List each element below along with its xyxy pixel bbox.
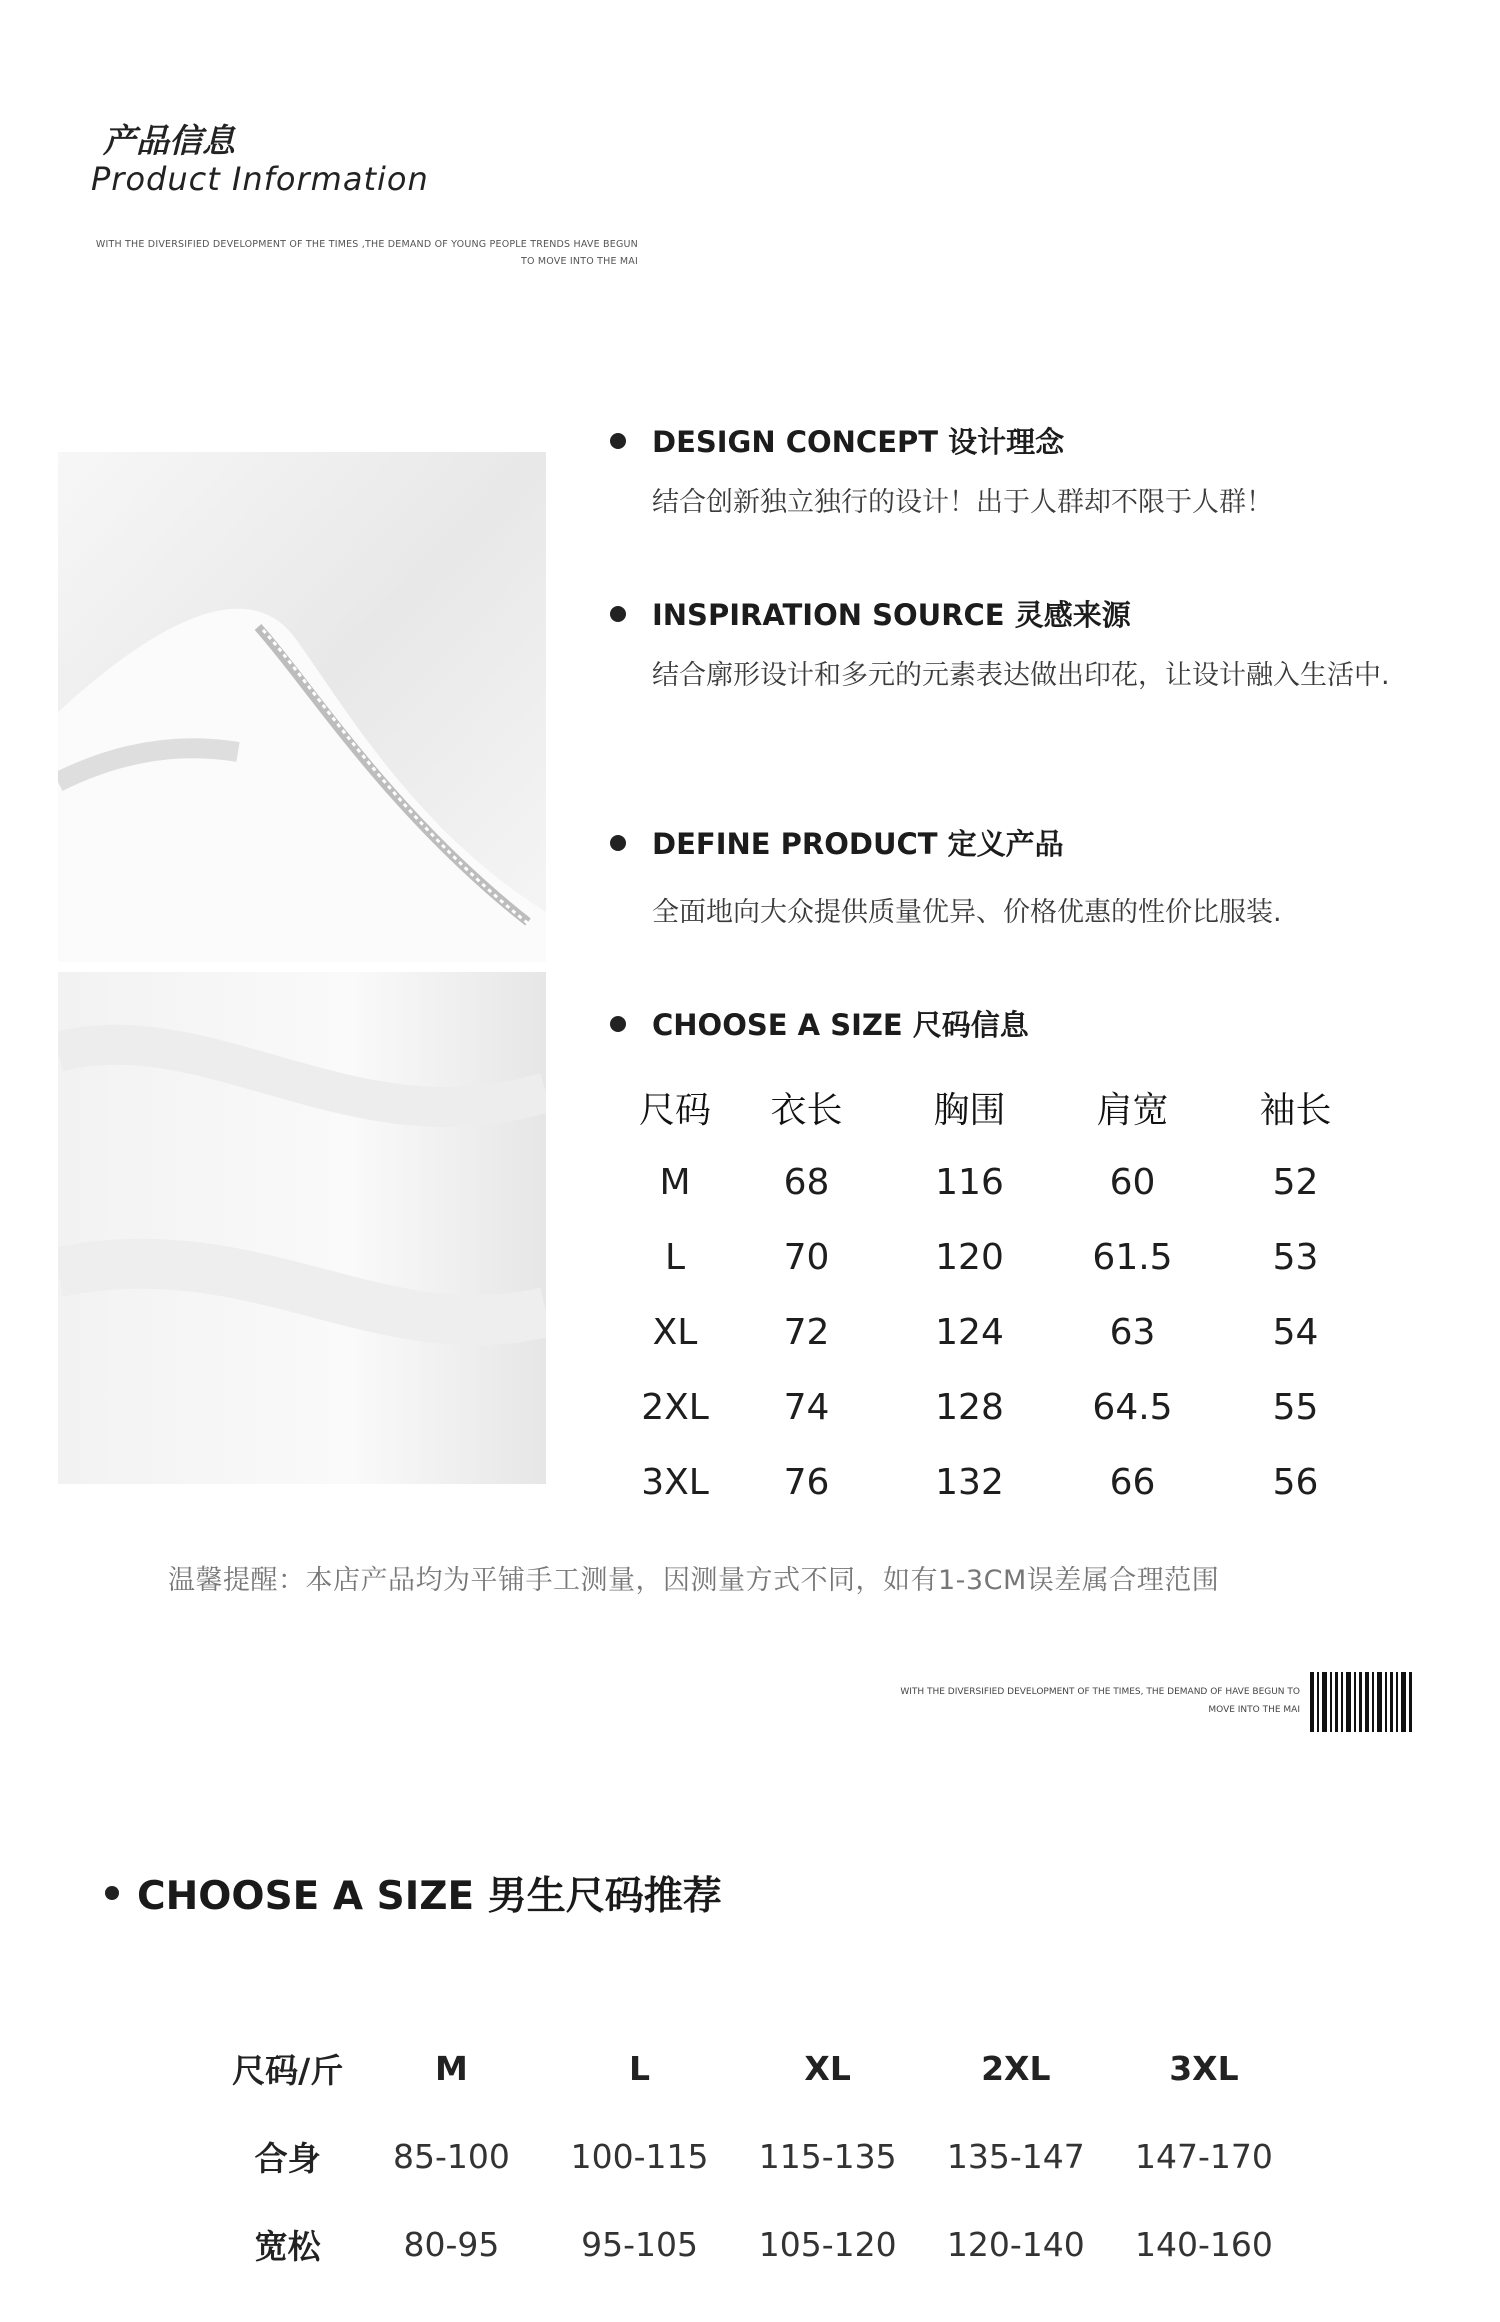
header-cell: 尺码 <box>638 1090 711 1131</box>
table-cell: 116 <box>935 1162 1004 1203</box>
table-cell: 135-147 <box>946 2136 1085 2176</box>
header-cell: 尺码/斤 <box>232 2050 344 2090</box>
table-row <box>625 1445 1385 1520</box>
table-cell: 68 <box>783 1162 830 1203</box>
barcode-icon <box>1310 1672 1415 1732</box>
table-cell: 120-140 <box>946 2224 1085 2264</box>
table-cell: 74 <box>783 1387 830 1428</box>
table-row <box>625 1295 1385 1370</box>
table-cell: 56 <box>1272 1462 1319 1503</box>
bullet-icon <box>610 835 626 851</box>
header-cell: 2XL <box>981 2048 1051 2088</box>
section-inspiration-title <box>610 593 1131 634</box>
table-cell: 2XL <box>641 1387 709 1428</box>
table-cell: 80-95 <box>403 2224 500 2264</box>
table-row <box>218 2112 1298 2200</box>
table-row <box>625 1370 1385 1445</box>
tagline: WITH THE DIVERSIFIED DEVELOPMENT OF THE TIMES ,THE DEMAND OF YOUNG PEOPLE TRENDS HAVE BEGUN TO MOVE INTO THE MAI <box>95 239 638 267</box>
size-table-header <box>625 1070 1385 1145</box>
table-cell: 105-120 <box>758 2224 897 2264</box>
bullet-icon <box>610 606 626 622</box>
title-chinese: 产品信息 <box>103 121 235 160</box>
header-cell: 3XL <box>1169 2048 1239 2088</box>
table-cell: 63 <box>1109 1312 1156 1353</box>
title-english: Product Information <box>91 160 429 198</box>
table-cell: 61.5 <box>1092 1237 1173 1278</box>
section-title: DESIGN CONCEPT 设计理念 <box>652 425 1065 459</box>
table-cell: 140-160 <box>1134 2224 1273 2264</box>
section-define-product-body: 全面地向大众提供质量优异、价格优惠的性价比服装. <box>652 897 1282 928</box>
section-title: CHOOSE A SIZE 尺码信息 <box>652 1008 1029 1042</box>
section-size-title <box>610 1003 1029 1044</box>
table-cell: XL <box>652 1312 698 1353</box>
table-cell: 55 <box>1272 1387 1319 1428</box>
table-cell: 95-105 <box>581 2224 698 2264</box>
header-cell: 衣长 <box>770 1090 843 1131</box>
small-tagline: WITH THE DIVERSIFIED DEVELOPMENT OF THE TIMES, THE DEMAND OF HAVE BEGUN TO MOVE INTO THE MAI <box>900 1687 1300 1715</box>
table-cell: 60 <box>1109 1162 1156 1203</box>
table-cell: 147-170 <box>1134 2136 1273 2176</box>
section-define-product-title <box>610 822 1064 863</box>
table-row <box>625 1145 1385 1220</box>
header-cell: L <box>629 2048 651 2088</box>
table-cell: M <box>659 1162 691 1203</box>
table-row <box>625 1220 1385 1295</box>
table-cell: 宽松 <box>254 2226 321 2266</box>
fabric-photo <box>58 452 546 1484</box>
table-cell: 115-135 <box>758 2136 897 2176</box>
table-cell: 100-115 <box>570 2136 709 2176</box>
table-cell: 70 <box>783 1237 830 1278</box>
section-design-concept-title <box>610 420 1064 461</box>
table-cell: 66 <box>1109 1462 1156 1503</box>
table-cell: 52 <box>1272 1162 1319 1203</box>
table-cell: 3XL <box>641 1462 709 1503</box>
bullet-icon <box>610 433 626 449</box>
bullet-icon <box>610 1016 626 1032</box>
recommend-table <box>218 2024 1298 2288</box>
table-cell: 64.5 <box>1092 1387 1173 1428</box>
header-cell: 袖长 <box>1259 1090 1332 1131</box>
table-cell: 132 <box>935 1462 1004 1503</box>
table-cell: 72 <box>783 1312 830 1353</box>
header-cell: XL <box>804 2048 851 2088</box>
measurement-notice: 温馨提醒：本店产品均为平铺手工测量，因测量方式不同，如有1-3CM误差属合理范围 <box>168 1565 1220 1596</box>
header-cell: 肩宽 <box>1096 1090 1169 1131</box>
section-design-concept-body: 结合创新独立独行的设计！出于人群却不限于人群！ <box>652 487 1273 518</box>
table-cell: L <box>664 1237 686 1278</box>
section-inspiration-body: 结合廓形设计和多元的元素表达做出印花，让设计融入生活中. <box>652 660 1390 691</box>
table-cell: 128 <box>935 1387 1004 1428</box>
table-cell: 53 <box>1272 1237 1319 1278</box>
table-cell: 120 <box>935 1237 1004 1278</box>
bullet-icon <box>105 1886 119 1900</box>
recommend-title <box>105 1865 722 1921</box>
recommend-table-header <box>218 2024 1298 2112</box>
table-row <box>218 2200 1298 2288</box>
recommend-title-text: CHOOSE A SIZE 男生尺码推荐 <box>137 1874 722 1919</box>
table-cell: 124 <box>935 1312 1004 1353</box>
size-table <box>625 1070 1385 1520</box>
header-cell: M <box>435 2048 468 2088</box>
table-cell: 54 <box>1272 1312 1319 1353</box>
table-cell: 85-100 <box>392 2136 510 2176</box>
table-cell: 76 <box>783 1462 830 1503</box>
section-title: INSPIRATION SOURCE 灵感来源 <box>652 598 1131 632</box>
section-title: DEFINE PRODUCT 定义产品 <box>652 827 1064 861</box>
table-cell: 合身 <box>254 2138 321 2178</box>
header-cell: 胸围 <box>933 1090 1006 1131</box>
